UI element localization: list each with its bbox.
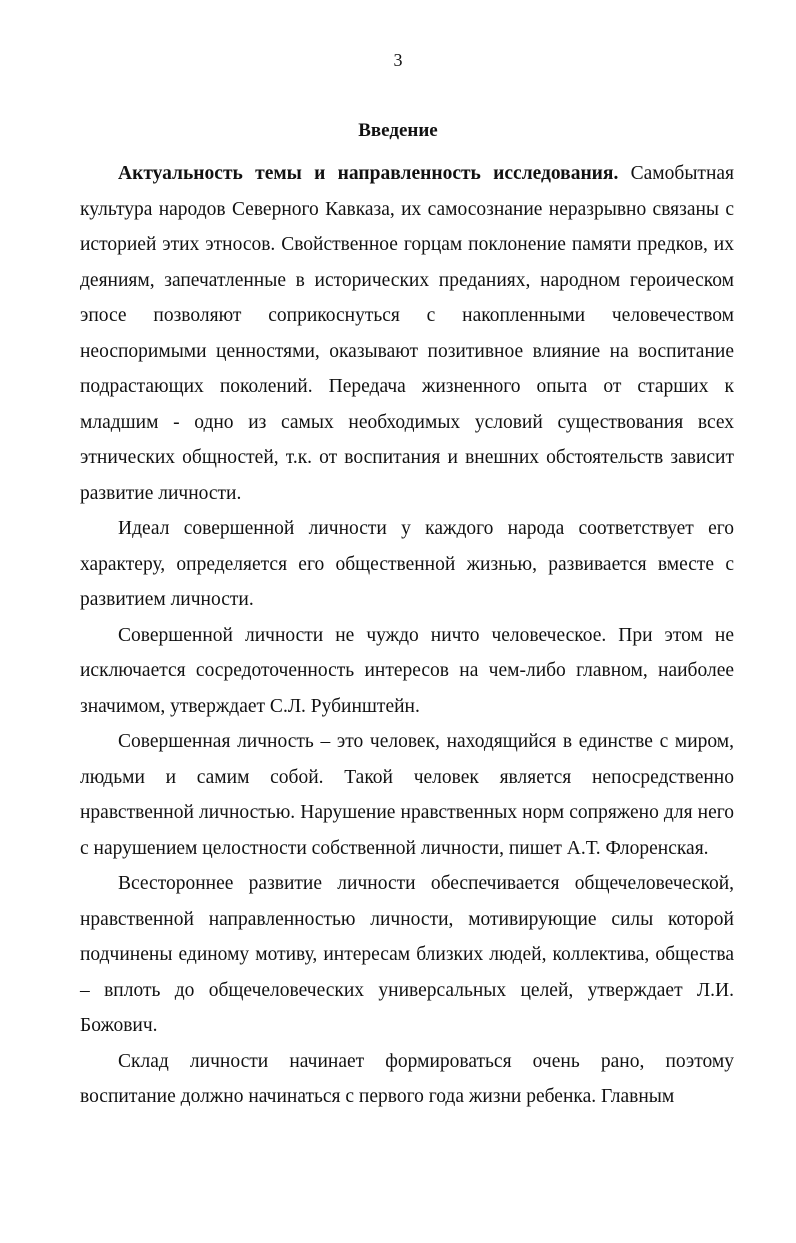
paragraph-text: Самобытная культура народов Северного Кавказа, их самосознание неразрывно связаны с историей этих этносов. Свойственное горцам поклонение памяти предков, их деяниям, запечатленные в исторических преданиях, народном героическом эпосе позволяют соприкоснуться с накопленными человечеством неоспоримыми ценностями, оказывают позитивное влияние на воспитание подрастающих поколений. Передача жизненного опыта от старших к младшим - одно из самых необходимых условий существования всех этнических общностей, т.к. от воспитания и внешних обстоятельств зависит развитие личности. bbox=[80, 163, 735, 504]
paragraph-3: Совершенной личности не чуждо ничто человеческое. При этом не исключается сосредоточенность интересов на чем-либо главном, наиболее значимом, утверждает С.Л. Рубинштейн. bbox=[80, 624, 734, 717]
paragraph-1 bbox=[80, 156, 734, 511]
paragraph-2: Идеал совершенной личности у каждого народа соответствует его характеру, определяется его общественной жизнью, развивается вместе с развитием личности. bbox=[80, 518, 734, 610]
paragraph-lead: Актуальность темы и направленность исследования. bbox=[118, 163, 619, 184]
document-body bbox=[80, 156, 734, 1115]
section-heading: Введение bbox=[358, 120, 438, 141]
paragraph-5: Всестороннее развитие личности обеспечивается общечеловеческой, нравственной направленностью личности, мотивирующие силы которой подчинены единому мотиву, интересам близких людей, коллектива, общества – вплоть до общечеловеческих универсальных целей, утверждает Л.И. Божович. bbox=[80, 873, 734, 1036]
page-number: 3 bbox=[393, 50, 403, 70]
paragraph-6: Склад личности начинает формироваться очень рано, поэтому воспитание должно начинаться с первого года жизни ребенка. Главным bbox=[80, 1050, 734, 1107]
paragraph-4: Совершенная личность – это человек, находящийся в единстве с миром, людьми и самим собой. Такой человек является непосредственно нравственной личностью. Нарушение нравственных норм сопряжено для него с нарушением целостности собственной личности, пишет А.Т. Флоренская. bbox=[80, 731, 734, 859]
